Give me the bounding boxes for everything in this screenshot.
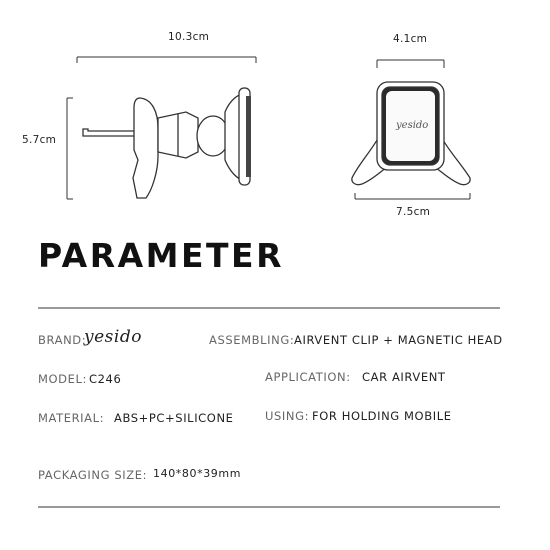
head-width-label: 4.1cm <box>393 33 428 45</box>
product-logo: yesido <box>396 120 429 131</box>
material-label: MATERIAL: <box>38 411 105 425</box>
base-width-dimension-bracket <box>355 193 470 199</box>
base-width-label: 7.5cm <box>396 206 431 218</box>
packaging-label: PACKAGING SIZE: <box>38 468 148 482</box>
packaging-value: 140*80*39mm <box>153 467 242 480</box>
using-value: FOR HOLDING MOBILE <box>312 409 452 423</box>
application-value: CAR AIRVENT <box>362 370 446 384</box>
height-label: 5.7cm <box>22 134 57 146</box>
width-dimension-bracket <box>77 57 256 63</box>
assembling-label: ASSEMBLING: <box>209 333 295 347</box>
width-label: 10.3cm <box>168 31 210 43</box>
model-label: MODEL: <box>38 372 87 386</box>
using-label: USING: <box>265 409 310 423</box>
height-dimension-bracket <box>67 98 73 199</box>
application-label: APPLICATION: <box>265 370 351 384</box>
brand-logo: yesido <box>84 327 142 347</box>
brand-label: BRAND: <box>38 333 87 347</box>
assembling-value: AIRVENT CLIP + MAGNETIC HEAD <box>294 333 503 347</box>
holder-side-view <box>83 88 251 198</box>
page-title: PARAMETER <box>38 236 284 275</box>
head-width-dimension-bracket <box>377 60 444 68</box>
holder-front-view <box>352 82 470 185</box>
model-value: C246 <box>89 372 122 386</box>
material-value: ABS+PC+SILICONE <box>114 411 234 425</box>
